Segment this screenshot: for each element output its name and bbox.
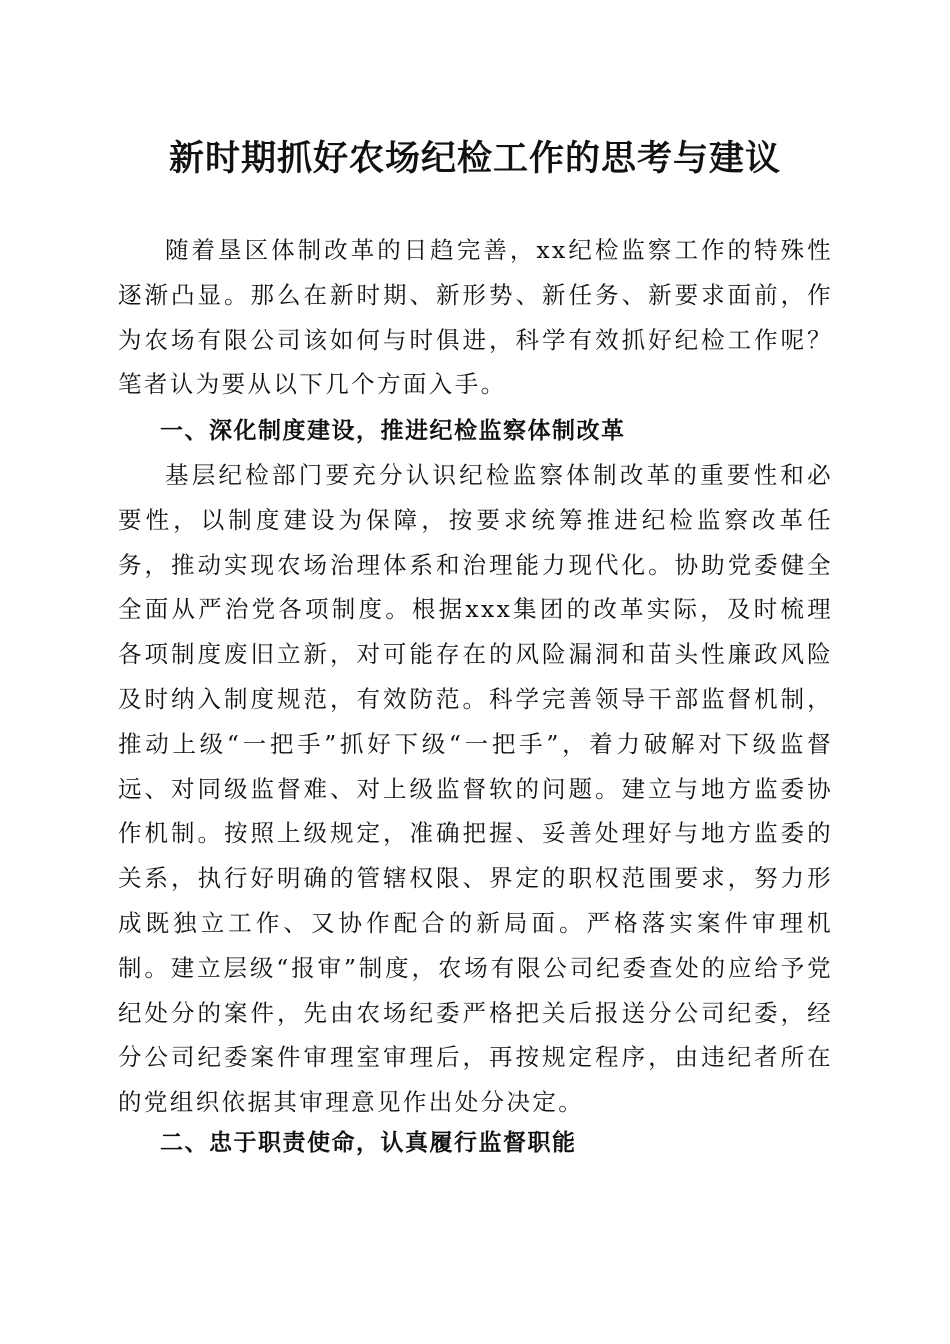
intro-paragraph: 随着垦区体制改革的日趋完善，xx纪检监察工作的特殊性逐渐凸显。那么在新时期、新形势、新任务、新要求面前，作为农场有限公司该如何与时俱进，科学有效抓好纪检工作呢？笔者认为要从以下几个方面入手。 bbox=[118, 236, 833, 399]
document-title: 新时期抓好农场纪检工作的思考与建议 bbox=[168, 138, 781, 179]
section-heading-1: 一、深化制度建设，推进纪检监察体制改革 bbox=[160, 418, 626, 444]
section-heading-2: 二、忠于职责使命，认真履行监督职能 bbox=[160, 1130, 577, 1156]
section-1-paragraph: 基层纪检部门要充分认识纪检监察体制改革的重要性和必要性，以制度建设为保障，按要求统筹推进纪检监察改革任务，推动实现农场治理体系和治理能力现代化。协助党委健全全面从严治党各项制度。根据xxx集团的改革实际，及时梳理各项制度废旧立新，对可能存在的风险漏洞和苗头性廉政风险及时纳入制度规范，有效防范。科学完善领导干部监督机制，推动上级“一把手”抓好下级“一把手”，着力破解对下级监督远、对同级监督难、对上级监督软的问题。建立与地方监委协作机制。按照上级规定，准确把握、妥善处理好与地方监委的关系，执行好明确的管辖权限、界定的职权范围要求，努力形成既独立工作、又协作配合的新局面。严格落实案件审理机制。建立层级“报审”制度，农场有限公司纪委查处的应给予党纪处分的案件，先由农场纪委严格把关后报送分公司纪委，经分公司纪委案件审理室审理后，再按规定程序，由违纪者所在的党组织依据其审理意见作出处分决定。 bbox=[118, 461, 833, 1117]
